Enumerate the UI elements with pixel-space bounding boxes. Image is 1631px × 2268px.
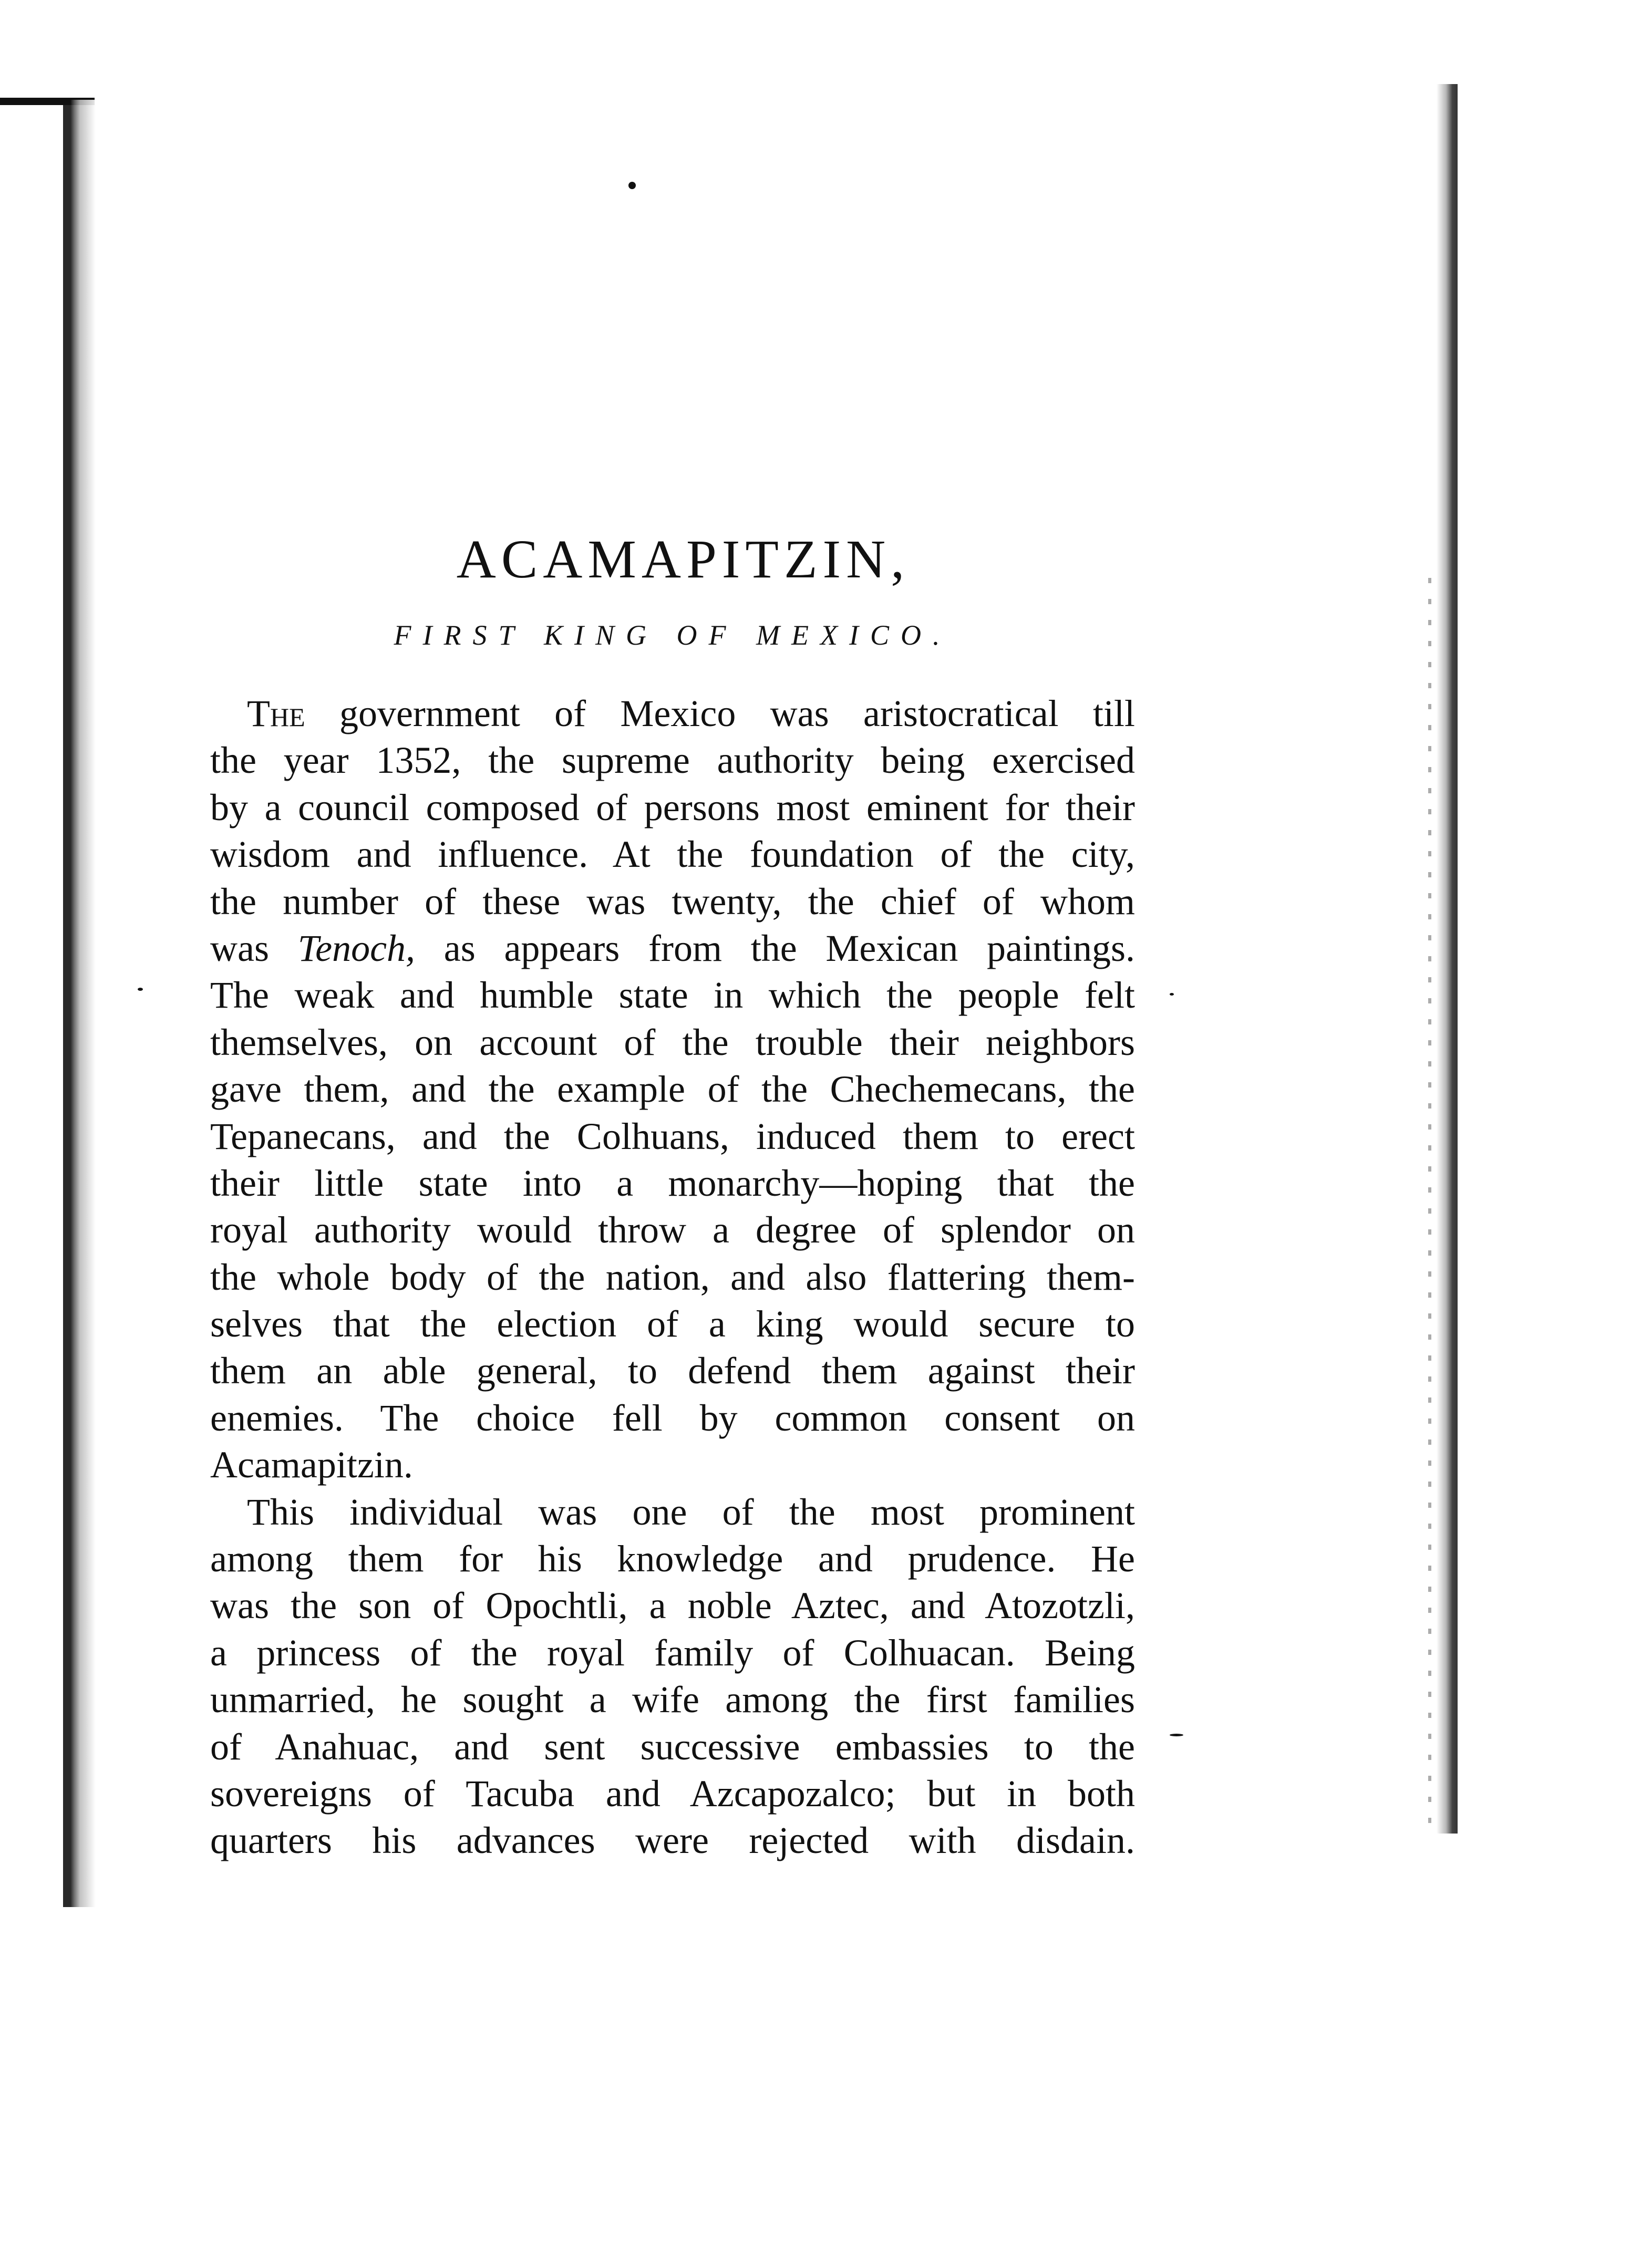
text-line: The government of Mexico was aristocratical till: [247, 692, 1135, 734]
speck: [1170, 1734, 1183, 1736]
text-line: a princess of the royal family of Colhuacan. Being: [210, 1631, 1135, 1674]
text-line: royal authority would throw a degree of splendor on: [210, 1209, 1135, 1251]
paragraph-2: [210, 1489, 1135, 1865]
text-line: was the son of Opochtli, a noble Aztec, and Atozotzli,: [210, 1585, 1135, 1627]
text-line: their little state into a monarchy—hoping that the: [210, 1162, 1135, 1204]
speck: [138, 988, 143, 991]
text-line: selves that the election of a king would secure to: [210, 1303, 1135, 1345]
text-line: wisdom and influence. At the foundation of the city,: [210, 833, 1135, 876]
text-line: enemies. The choice fell by common consent on: [210, 1396, 1135, 1439]
text-line: of Anahuac, and sent successive embassies to the: [210, 1725, 1135, 1768]
paragraph-1: [210, 690, 1135, 1489]
name-tenoch: Tenoch,: [297, 927, 416, 969]
text-line: quarters his advances were rejected with disdain.: [210, 1819, 1135, 1862]
text-line: unmarried, he sought a wife among the first families: [210, 1679, 1135, 1721]
text-line: The weak and humble state in which the people felt: [210, 974, 1135, 1017]
text-line: the year 1352, the supreme authority being exercised: [210, 739, 1135, 782]
text-line: among them for his knowledge and prudence. He: [210, 1538, 1135, 1580]
text-line: was Tenoch, as appears from the Mexican paintings.: [210, 927, 1135, 969]
text-line: them an able general, to defend them against their: [210, 1350, 1135, 1392]
page-subtitle: FIRST KING OF MEXICO.: [394, 619, 952, 651]
scan-edge-left: [63, 100, 96, 1907]
speck: [628, 182, 636, 189]
text-line: by a council composed of persons most eminent for their: [210, 786, 1135, 829]
page-title: ACAMAPITZIN,: [456, 529, 910, 589]
text-line: the number of these was twenty, the chief of whom: [210, 880, 1135, 923]
drop-lead-word: The: [247, 692, 305, 734]
book-page: [210, 525, 1135, 1865]
text-line: gave them, and the example of the Chechemecans, the: [210, 1068, 1135, 1111]
text-line: This individual was one of the most prominent: [247, 1490, 1135, 1533]
text-line: Acamapitzin.: [210, 1444, 413, 1486]
text-line: the whole body of the nation, and also flattering them-: [210, 1256, 1135, 1298]
scan-edge-right-faint: [1428, 578, 1431, 1839]
scan-edge-right: [1437, 84, 1458, 1834]
speck: [1170, 993, 1174, 996]
text-line: themselves, on account of the trouble their neighbors: [210, 1021, 1135, 1063]
text-line: Tepanecans, and the Colhuans, induced them to erect: [210, 1115, 1135, 1157]
text-line: sovereigns of Tacuba and Azcapozalco; but in both: [210, 1772, 1135, 1815]
